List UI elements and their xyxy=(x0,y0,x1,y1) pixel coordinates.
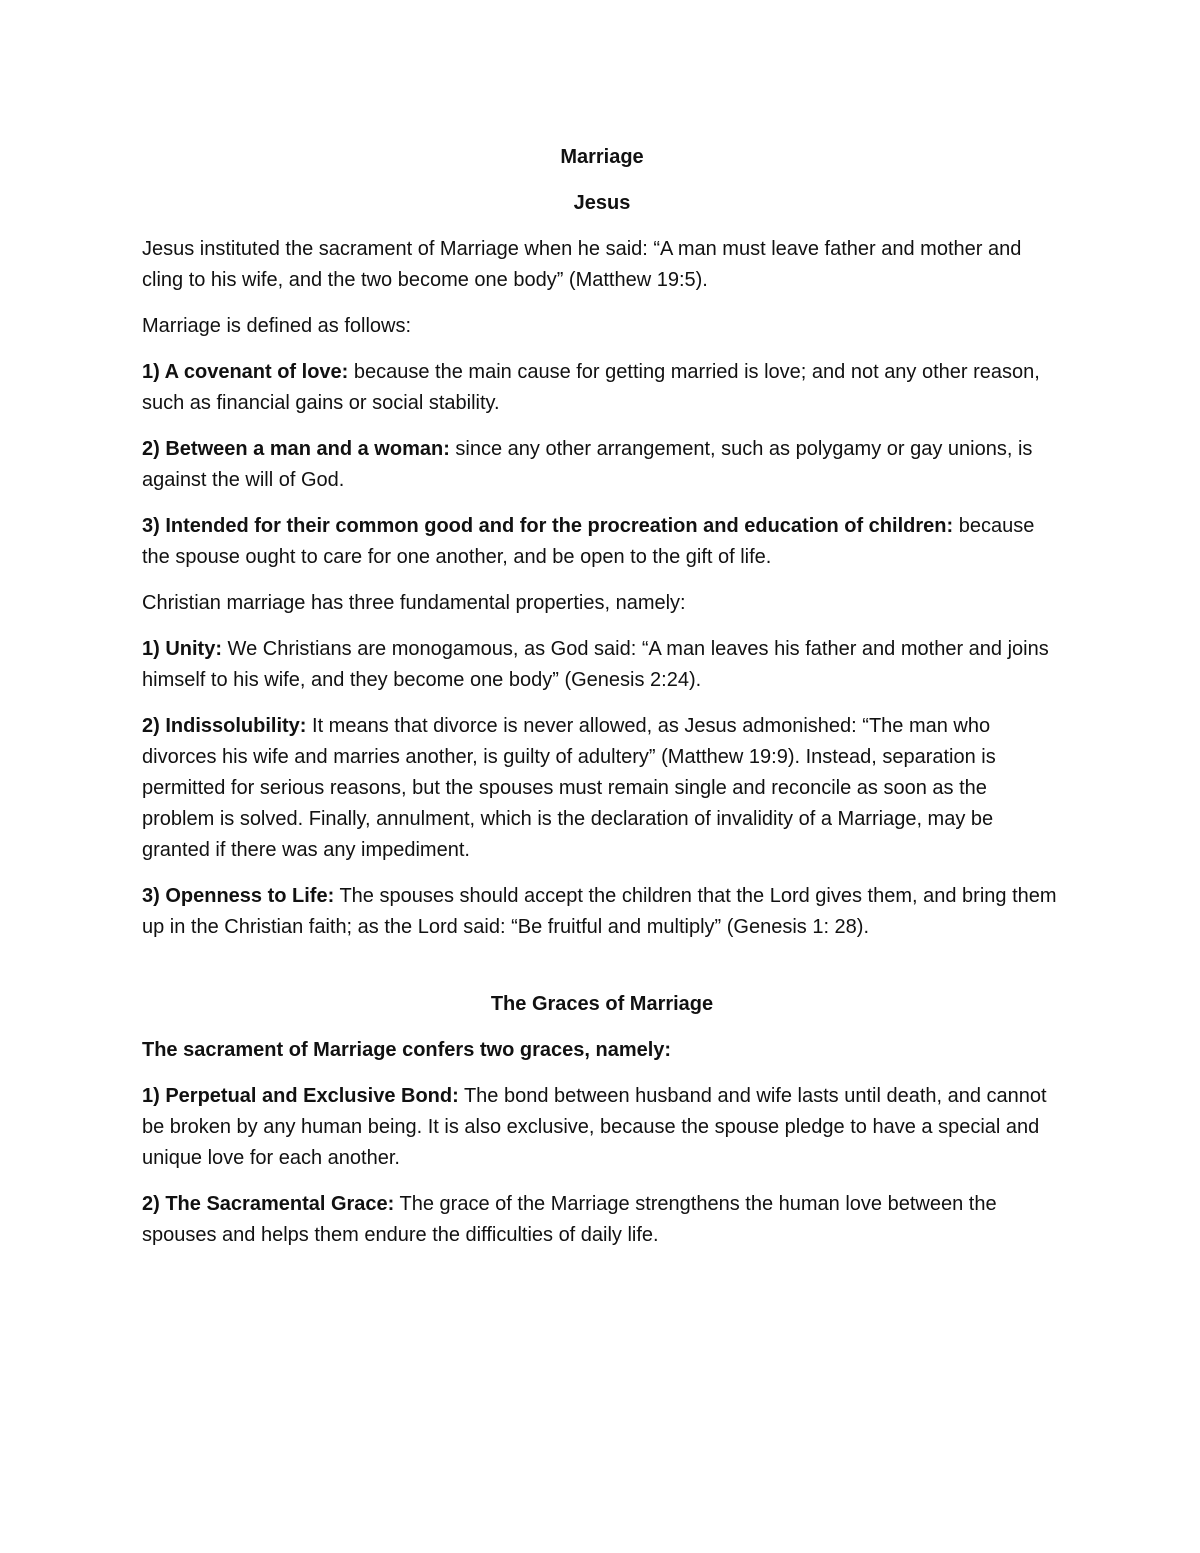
definition-term: 1) A covenant of love: xyxy=(142,361,349,383)
graces-lead: The sacrament of Marriage confers two graces, namely: xyxy=(142,1039,672,1061)
grace-term: 1) Perpetual and Exclusive Bond: xyxy=(142,1085,459,1107)
property-term: 3) Openness to Life: xyxy=(142,885,335,907)
definition-item xyxy=(142,434,1062,496)
grace-item xyxy=(142,1189,1062,1251)
definition-term: 2) Between a man and a woman: xyxy=(142,438,450,460)
definition-text: because the spouse ought to care for one another, and be open to the gift of life. xyxy=(142,515,1035,568)
property-item xyxy=(142,881,1062,943)
property-term: 2) Indissolubility: xyxy=(142,715,307,737)
properties-lead: Christian marriage has three fundamental properties, namely: xyxy=(142,592,686,614)
section-spacer xyxy=(142,958,1062,989)
document-subtitle: Jesus xyxy=(573,192,631,214)
property-item xyxy=(142,711,1062,866)
grace-item xyxy=(142,1081,1062,1174)
document-page xyxy=(142,130,1062,1266)
property-term: 1) Unity: xyxy=(142,638,222,660)
definition-term: 3) Intended for their common good and for the procreation and education of children: xyxy=(142,515,954,537)
intro-paragraph: Jesus instituted the sacrament of Marriage when he said: “A man must leave father and mother and cling to his wife, and the two become one body” (Matthew 19:5). xyxy=(142,238,1022,291)
document-title: Marriage xyxy=(560,146,644,168)
definition-text: since any other arrangement, such as polygamy or gay unions, is against the will of God. xyxy=(142,438,1033,491)
grace-text: The grace of the Marriage strengthens the human love between the spouses and helps them endure the difficulties of daily life. xyxy=(142,1193,997,1246)
property-text: The spouses should accept the children that the Lord gives them, and bring them up in the Christian faith; as the Lord said: “Be fruitful and multiply” (Genesis 1: 28). xyxy=(142,885,1057,938)
grace-term: 2) The Sacramental Grace: xyxy=(142,1193,395,1215)
definition-item xyxy=(142,511,1062,573)
definition-item xyxy=(142,357,1062,419)
property-text: We Christians are monogamous, as God said: “A man leaves his father and mother and joins himself to his wife, and they become one body” (Genesis 2:24). xyxy=(142,638,1049,691)
grace-text: The bond between husband and wife lasts until death, and cannot be broken by any human being. It is also exclusive, because the spouse pledge to have a special and unique love for each another. xyxy=(142,1085,1047,1169)
definition-lead: Marriage is defined as follows: xyxy=(142,315,412,337)
graces-heading: The Graces of Marriage xyxy=(490,993,714,1015)
property-text: It means that divorce is never allowed, as Jesus admonished: “The man who divorces his wife and marries another, is guilty of adultery” (Matthew 19:9). Instead, separation is permitted for serious reasons, but the spouses must remain single and reconcile as soon as the problem is solved. Finally, annulment, which is the declaration of invalidity of a Marriage, may be granted if there was any impediment. xyxy=(142,715,996,861)
definition-text: because the main cause for getting married is love; and not any other reason, such as financial gains or social stability. xyxy=(142,361,1040,414)
property-item xyxy=(142,634,1062,696)
